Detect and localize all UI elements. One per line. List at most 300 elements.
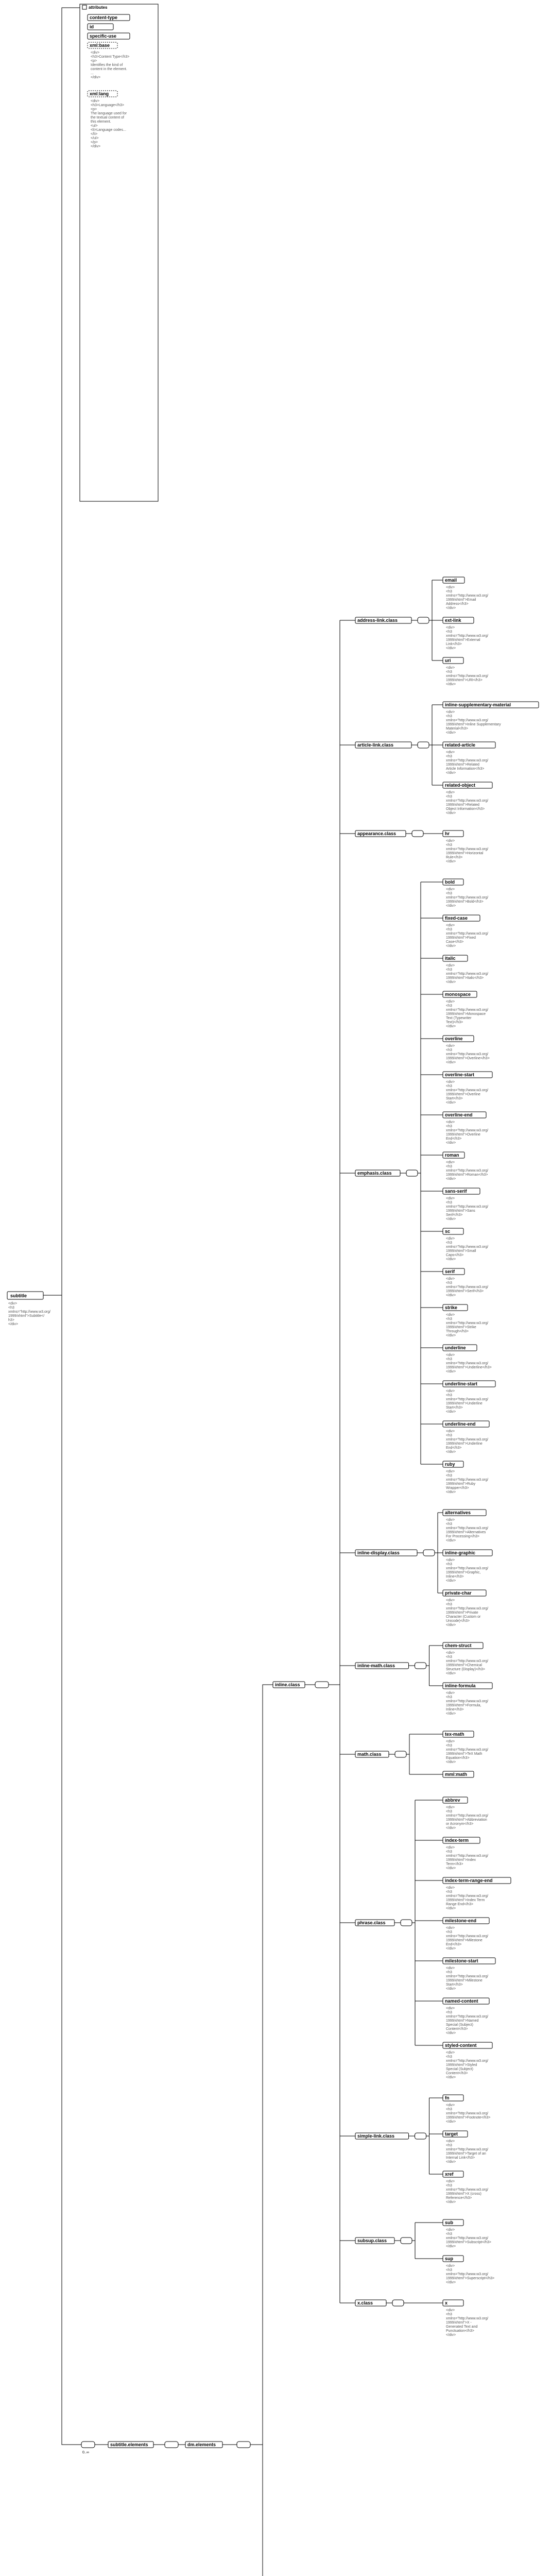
element-label: sc bbox=[445, 1229, 451, 1234]
attributes-title: attributes bbox=[89, 5, 108, 10]
doc-line: 1999/xhtml">Subtitle</ bbox=[8, 1314, 45, 1318]
element-ruby[interactable] bbox=[443, 1461, 488, 1494]
root-attr-connector bbox=[43, 8, 80, 1295]
element-label: xref bbox=[445, 2172, 454, 2177]
doc-line: Content</h3> bbox=[446, 2072, 468, 2075]
element-roman[interactable] bbox=[443, 1152, 488, 1181]
doc-line: </div> bbox=[446, 683, 456, 686]
doc-line: Term</h3> bbox=[446, 1862, 463, 1866]
doc-line: <div> bbox=[446, 1691, 455, 1695]
doc-line: Internal Link</h3> bbox=[446, 2156, 475, 2160]
element-fn[interactable] bbox=[443, 2095, 490, 2124]
doc-line: h3> bbox=[8, 1318, 14, 1322]
element-label: overline-end bbox=[445, 1112, 473, 1117]
doc-line: <div> bbox=[446, 2180, 455, 2183]
doc-line: 1999/xhtml">Subscript</h3> bbox=[446, 2241, 491, 2244]
root-node[interactable] bbox=[7, 1292, 50, 1326]
break-connector bbox=[263, 2445, 273, 2576]
doc-line: <h3 bbox=[446, 715, 452, 718]
doc-line: Start</h3> bbox=[446, 1983, 463, 1987]
doc-line: 1999/xhtml">Private bbox=[446, 1611, 478, 1615]
doc-line: </div> bbox=[446, 2245, 456, 2248]
element-label: index-term bbox=[445, 1838, 469, 1843]
doc-line: </div> bbox=[446, 1907, 456, 1910]
doc-line: <h3 bbox=[446, 2268, 452, 2272]
doc-line: <h3 bbox=[446, 1696, 452, 1699]
element-label: private-char bbox=[445, 1590, 472, 1596]
element-label: x bbox=[445, 2300, 448, 2306]
element-milestone-end[interactable] bbox=[443, 1918, 489, 1951]
element-named-content[interactable] bbox=[443, 1998, 489, 2035]
doc-line: </p> bbox=[91, 141, 98, 144]
element-italic[interactable] bbox=[443, 955, 488, 984]
doc-line: xmlns="http://www.w3.org/ bbox=[446, 1659, 489, 1663]
doc-line: xmlns="http://www.w3.org/ bbox=[446, 1285, 489, 1289]
doc-line: 1999/xhtml">Underline bbox=[446, 1442, 483, 1446]
doc-line: 1999/xhtml">Bold</h3> bbox=[446, 900, 484, 904]
doc-line: 1999/xhtml">Small bbox=[446, 1249, 476, 1253]
element-sc[interactable] bbox=[443, 1228, 488, 1261]
element-label: fn bbox=[445, 2095, 450, 2100]
element-label: related-article bbox=[445, 742, 476, 748]
doc-line: </div> bbox=[446, 1294, 456, 1297]
doc-line: <div> bbox=[446, 1430, 455, 1433]
class-label: simple-link.class bbox=[357, 2133, 395, 2139]
doc-line: <div> bbox=[446, 1558, 455, 1562]
doc-line: </div> bbox=[446, 1410, 456, 1414]
doc-line: Generated Text and bbox=[446, 2325, 478, 2329]
doc-line: <h3 bbox=[446, 2055, 452, 2059]
class-label: inline-display.class bbox=[357, 1550, 400, 1555]
doc-line: <div> bbox=[446, 1806, 455, 1809]
doc-line: xmlns="http://www.w3.org/ bbox=[446, 1362, 489, 1365]
element-chem-struct[interactable] bbox=[443, 1642, 488, 1675]
doc-line: </div> bbox=[446, 1061, 456, 1064]
doc-line: Wrapper</h3> bbox=[446, 1486, 469, 1490]
doc-line: xmlns="http://www.w3.org/ bbox=[446, 1975, 489, 1978]
element-sans-serif[interactable] bbox=[443, 1188, 488, 1221]
doc-line: 1999/xhtml">Inline Supplementary bbox=[446, 723, 501, 726]
class-label: math.class bbox=[357, 1752, 382, 1757]
element-underline-start[interactable] bbox=[443, 1381, 495, 1414]
element-private-char[interactable] bbox=[443, 1590, 488, 1627]
class-node[interactable] bbox=[355, 2238, 394, 2244]
doc-line: xmlns="http://www.w3.org/ bbox=[446, 634, 489, 638]
doc-line: </li> bbox=[91, 132, 98, 136]
doc-line: Inline</h3> bbox=[446, 1575, 464, 1579]
element-abbrev[interactable] bbox=[443, 1797, 488, 1830]
element-label: named-content bbox=[445, 1998, 478, 2004]
doc-line: xmlns="http://www.w3.org/ bbox=[446, 1607, 489, 1611]
doc-line: Content</h3> bbox=[446, 2027, 468, 2031]
element-monospace[interactable] bbox=[443, 991, 488, 1028]
element-sub[interactable] bbox=[443, 2219, 491, 2248]
doc-line: </div> bbox=[91, 145, 101, 148]
class-article-link-class bbox=[355, 702, 539, 815]
doc-line: 1999/xhtml">Index bbox=[446, 1858, 476, 1862]
element-inline-supplementary-material[interactable] bbox=[443, 702, 539, 735]
inline-spine bbox=[329, 620, 340, 2303]
class-emphasis-class bbox=[355, 879, 495, 1494]
doc-line: 1999/xhtml">X - bbox=[446, 2321, 472, 2325]
doc-line: <p> bbox=[91, 108, 97, 111]
doc-line: <div> bbox=[446, 2228, 455, 2232]
element-sup[interactable] bbox=[443, 2256, 494, 2284]
doc-line: Start</h3> bbox=[446, 1406, 463, 1410]
doc-line: Equation</h3> bbox=[446, 1756, 470, 1760]
doc-line: End</h3> bbox=[446, 1137, 462, 1141]
element-label: ruby bbox=[445, 1462, 455, 1467]
class-phrase-class bbox=[355, 1797, 511, 2079]
doc-line: 1999/xhtml">X (cross) bbox=[446, 2192, 481, 2196]
doc-line: <div> bbox=[446, 1967, 455, 1970]
doc-line: </div> bbox=[446, 1450, 456, 1454]
doc-line: xmlns="http://www.w3.org/ bbox=[446, 1527, 489, 1530]
attribute-label: specific-use bbox=[90, 33, 117, 39]
class-node[interactable] bbox=[355, 2300, 386, 2306]
attribute-label: id bbox=[90, 24, 94, 29]
element-inline-formula[interactable] bbox=[443, 1683, 492, 1716]
doc-line: 1999/xhtml">Email bbox=[446, 598, 476, 602]
doc-line: Inline</h3> bbox=[446, 1708, 464, 1711]
doc-line: 1999/xhtml">Milestone bbox=[446, 1979, 483, 1982]
doc-line: 1999/xhtml">Ruby bbox=[446, 1482, 476, 1486]
doc-line: 1999/xhtml">Abbreviation bbox=[446, 1818, 487, 1822]
class-node[interactable] bbox=[355, 1663, 409, 1669]
element-label: email bbox=[445, 578, 457, 583]
doc-line: </div> bbox=[446, 2160, 456, 2164]
doc-line: <div> bbox=[446, 1599, 455, 1602]
element-bold[interactable] bbox=[443, 879, 488, 908]
element-index-term-range-end[interactable] bbox=[443, 1877, 511, 1910]
element-hr[interactable] bbox=[443, 831, 488, 863]
doc-line: <li>Language codes... bbox=[91, 128, 126, 132]
doc-line: <h3 bbox=[446, 795, 452, 799]
element-xref[interactable] bbox=[443, 2171, 488, 2204]
doc-line: <div> bbox=[446, 888, 455, 891]
element-related-object[interactable] bbox=[443, 782, 492, 815]
doc-line: <div> bbox=[446, 1886, 455, 1890]
doc-line: </div> bbox=[446, 1177, 456, 1181]
doc-line: xmlns="http://www.w3.org/ bbox=[446, 1169, 489, 1173]
class-node[interactable] bbox=[355, 617, 411, 623]
doc-line: 1999/xhtml">Chemical bbox=[446, 1664, 482, 1667]
inline-seq-compositor bbox=[315, 1682, 329, 1688]
doc-line: </div> bbox=[446, 1867, 456, 1870]
inline-connector bbox=[250, 1685, 273, 2445]
doc-line: 1999/xhtml">External bbox=[446, 638, 480, 642]
doc-line: </div> bbox=[446, 811, 456, 815]
root-doc bbox=[8, 1302, 50, 1326]
doc-line: <div> bbox=[446, 924, 455, 927]
element-label: inline-formula bbox=[445, 1683, 476, 1688]
class-label: article-link.class bbox=[357, 742, 394, 748]
doc-line: <div> bbox=[446, 1237, 455, 1241]
doc-line: </div> bbox=[446, 1579, 456, 1583]
doc-line: <h3 bbox=[446, 1394, 452, 1397]
element-label: underline-start bbox=[445, 1381, 478, 1386]
element-underline[interactable] bbox=[443, 1345, 492, 1374]
doc-line: </div> bbox=[446, 1623, 456, 1627]
doc-line: <div> bbox=[446, 1389, 455, 1393]
doc-line: xmlns="http://www.w3.org/ bbox=[446, 1089, 489, 1092]
element-inline-graphic[interactable] bbox=[443, 1550, 492, 1583]
choice-group bbox=[81, 1682, 329, 2576]
element-related-article[interactable] bbox=[443, 742, 495, 775]
doc-line: xmlns="http://www.w3.org/ bbox=[446, 1321, 489, 1325]
dm-elements-label: dm.elements bbox=[187, 2442, 216, 2447]
element-target[interactable] bbox=[443, 2131, 488, 2164]
element-styled-content[interactable] bbox=[443, 2042, 492, 2079]
element-underline-end[interactable] bbox=[443, 1421, 489, 1454]
doc-line: xmlns="http://www.w3.org/ bbox=[446, 1567, 489, 1570]
doc-line: xmlns="http://www.w3.org/ bbox=[446, 1935, 489, 1938]
doc-line: <div> bbox=[446, 666, 455, 670]
doc-line: 1999/xhtml">Italic</h3> bbox=[446, 976, 484, 980]
element-overline[interactable] bbox=[443, 1036, 490, 1064]
doc-line: Structure (Display)</h3> bbox=[446, 1668, 485, 1671]
seq-compositor-2 bbox=[237, 2442, 250, 2448]
class-label: appearance.class bbox=[357, 831, 397, 836]
doc-line: <div> bbox=[446, 1313, 455, 1317]
element-serif[interactable] bbox=[443, 1268, 488, 1297]
element-label: target bbox=[445, 2131, 458, 2137]
doc-line: </div> bbox=[446, 1101, 456, 1105]
choice-compositor bbox=[81, 2442, 95, 2448]
doc-line: xmlns="http://www.w3.org/ bbox=[446, 972, 489, 976]
element-mml-math[interactable] bbox=[443, 1771, 474, 1777]
doc-line: Unicode)</h3> bbox=[446, 1619, 470, 1623]
element-label: abbrev bbox=[445, 1798, 460, 1803]
element-milestone-start[interactable] bbox=[443, 1958, 495, 1991]
doc-line: Punctuation</h3> bbox=[446, 2329, 474, 2333]
element-uri[interactable] bbox=[443, 657, 488, 686]
doc-line: <h3 bbox=[446, 1563, 452, 1566]
element-strike[interactable] bbox=[443, 1304, 488, 1337]
doc-line: xmlns="http://www.w3.org/ bbox=[446, 2317, 489, 2320]
class-label: phrase.class bbox=[357, 1920, 386, 1925]
doc-line: <div> bbox=[446, 2051, 455, 2055]
doc-line: <h3 bbox=[446, 1125, 452, 1128]
element-label: underline-end bbox=[445, 1421, 476, 1427]
class-node[interactable] bbox=[355, 742, 411, 748]
doc-line: 1999/xhtml">Related bbox=[446, 763, 479, 767]
subtitle-elements-label: subtitle.elements bbox=[110, 2442, 148, 2447]
doc-line: <div> bbox=[446, 1080, 455, 1084]
doc-line: 1999/xhtml">Serif</h3> bbox=[446, 1290, 484, 1293]
doc-line: Start</h3> bbox=[446, 1097, 463, 1100]
class-x-class bbox=[355, 2300, 488, 2337]
doc-line: xmlns="http://www.w3.org/ bbox=[446, 1894, 489, 1898]
doc-line: <div> bbox=[446, 626, 455, 630]
classes-layer bbox=[329, 577, 539, 2337]
doc-line: </div> bbox=[446, 647, 456, 650]
root-choice-connector bbox=[62, 1295, 81, 2445]
doc-line: <h3 bbox=[446, 1655, 452, 1659]
doc-line: xmlns="http://www.w3.org/ bbox=[446, 2236, 489, 2240]
doc-line: </div> bbox=[446, 1672, 456, 1675]
doc-line: xmlns="http://www.w3.org/ bbox=[446, 2015, 489, 2019]
doc-line: </div> bbox=[446, 944, 456, 948]
doc-line: </div> bbox=[91, 76, 101, 79]
element-label: overline bbox=[445, 1036, 463, 1041]
class-address-link-class bbox=[355, 577, 488, 686]
doc-line: xmlns="http://www.w3.org/ bbox=[8, 1310, 51, 1314]
element-overline-end[interactable] bbox=[443, 1112, 488, 1145]
element-label: inline-graphic bbox=[445, 1550, 476, 1555]
doc-line: Article Information</h3> bbox=[446, 767, 485, 771]
doc-line: <h3 bbox=[446, 1201, 452, 1205]
doc-line: 1999/xhtml">Monospace bbox=[446, 1012, 486, 1016]
doc-line: 1999/xhtml">Overline bbox=[446, 1093, 480, 1096]
doc-line: </div> bbox=[446, 771, 456, 775]
class-choice-compositor bbox=[412, 831, 423, 837]
doc-line: 1999/xhtml">Fixed bbox=[446, 936, 476, 940]
element-label: serif bbox=[445, 1269, 455, 1274]
doc-line: Character (Custom or bbox=[446, 1615, 481, 1619]
doc-line: <h3 bbox=[446, 1930, 452, 1934]
doc-line: xmlns="http://www.w3.org/ bbox=[446, 594, 489, 598]
doc-line: 1999/xhtml">TeX Math bbox=[446, 1752, 483, 1756]
doc-line: or Acronym</h3> bbox=[446, 1822, 474, 1826]
class-choice-compositor bbox=[418, 742, 429, 748]
doc-line: <div> bbox=[446, 1000, 455, 1004]
doc-line: 1999/xhtml">Underline bbox=[446, 1402, 483, 1405]
element-label: index-term-range-end bbox=[445, 1878, 493, 1883]
doc-line: <h3 bbox=[446, 1522, 452, 1526]
class-node[interactable] bbox=[355, 831, 406, 837]
class-node[interactable] bbox=[355, 1920, 394, 1926]
doc-line: <h3 bbox=[446, 670, 452, 674]
doc-line: xmlns="http://www.w3.org/ bbox=[446, 2112, 489, 2115]
class-node[interactable] bbox=[355, 2133, 409, 2139]
class-label: emphasis.class bbox=[357, 1171, 392, 1176]
class-choice-compositor bbox=[418, 617, 429, 623]
element-email[interactable] bbox=[443, 577, 488, 610]
element-label: milestone-start bbox=[445, 1958, 478, 1963]
class-node[interactable] bbox=[355, 1550, 417, 1556]
element-alternatives[interactable] bbox=[443, 1510, 488, 1543]
doc-line: <div> bbox=[446, 2309, 455, 2312]
doc-line: <div> bbox=[446, 1846, 455, 1850]
doc-line: <div> bbox=[446, 1197, 455, 1200]
doc-line: 1999/xhtml">Underline</h3> bbox=[446, 1366, 492, 1369]
doc-line: <div> bbox=[91, 51, 100, 55]
doc-line: </div> bbox=[446, 2281, 456, 2284]
doc-line: <h3>Language</h3> bbox=[91, 104, 125, 107]
doc-line: xmlns="http://www.w3.org/ bbox=[446, 2059, 489, 2063]
doc-line: xmlns="http://www.w3.org/ bbox=[446, 674, 489, 678]
doc-line: Object Information</h3> bbox=[446, 807, 485, 811]
element-label: styled-content bbox=[445, 2043, 477, 2048]
root-label: subtitle bbox=[10, 1293, 27, 1298]
doc-line: <h3 bbox=[446, 2108, 452, 2111]
doc-line: 1999/xhtml">Sans bbox=[446, 1209, 475, 1213]
element-label: roman bbox=[445, 1153, 459, 1158]
element-label: chem-struct bbox=[445, 1643, 472, 1648]
element-x[interactable] bbox=[443, 2300, 488, 2337]
doc-line: <div> bbox=[446, 751, 455, 754]
doc-line: xmlns="http://www.w3.org/ bbox=[446, 896, 489, 900]
choice-occurrence: 0..∞ bbox=[82, 2451, 89, 2454]
doc-line: <h3 bbox=[446, 2313, 452, 2316]
doc-line: Text)</h3> bbox=[446, 1021, 463, 1024]
doc-line: 1999/xhtml">Named bbox=[446, 2019, 479, 2023]
doc-line: End</h3> bbox=[446, 1943, 462, 1946]
doc-line: xmlns="http://www.w3.org/ bbox=[446, 2273, 489, 2276]
doc-line: <h3 bbox=[446, 1850, 452, 1854]
element-label: inline-supplementary-material bbox=[445, 702, 511, 707]
inline-label: inline.class bbox=[275, 1682, 300, 1687]
doc-line: <div> bbox=[446, 1470, 455, 1473]
doc-line: <h3 bbox=[446, 1890, 452, 1894]
attribute-specific-use[interactable] bbox=[88, 33, 130, 39]
class-node[interactable] bbox=[355, 1170, 400, 1176]
element-index-term[interactable] bbox=[443, 1837, 488, 1870]
doc-line: 1999/xhtml">Alternatives bbox=[446, 1531, 486, 1534]
element-fixed-case[interactable] bbox=[443, 915, 488, 948]
class-label: x.class bbox=[357, 2300, 373, 2306]
class-node[interactable] bbox=[355, 1751, 389, 1757]
doc-line: 1999/xhtml">Milestone bbox=[446, 1939, 483, 1942]
element-label: bold bbox=[445, 879, 455, 885]
doc-line: <div> bbox=[446, 1277, 455, 1281]
doc-line: xmlns="http://www.w3.org/ bbox=[446, 848, 489, 851]
attribute-id[interactable] bbox=[88, 24, 113, 30]
doc-line: this element. bbox=[91, 120, 111, 124]
doc-line: <h3 bbox=[446, 1603, 452, 1606]
attributes-icon bbox=[82, 5, 87, 9]
class-appearance-class bbox=[355, 831, 488, 863]
attribute-label: xml:lang bbox=[90, 91, 109, 96]
doc-line: xmlns="http://www.w3.org/ bbox=[446, 932, 489, 936]
class-choice-compositor bbox=[423, 1550, 435, 1556]
doc-line: <h3 bbox=[446, 1048, 452, 1052]
doc-line: <h3>Content Type</h3> bbox=[91, 55, 130, 59]
element-label: ext-link bbox=[445, 618, 461, 623]
doc-line: The language used for bbox=[91, 112, 127, 115]
doc-line: <h3 bbox=[446, 630, 452, 634]
class-choice-compositor bbox=[415, 2133, 426, 2139]
class-label: inline-math.class bbox=[357, 1663, 395, 1668]
doc-line: Text (Typewriter bbox=[446, 1016, 472, 1020]
doc-line: 1999/xhtml">Overline bbox=[446, 1133, 480, 1137]
element-overline-start[interactable] bbox=[443, 1072, 492, 1105]
doc-line: <div> bbox=[446, 1651, 455, 1655]
doc-line: Range End</h3> bbox=[446, 1903, 473, 1906]
doc-line: xmlns="http://www.w3.org/ bbox=[446, 1245, 489, 1249]
doc-line: </div> bbox=[446, 731, 456, 735]
doc-line: </div> bbox=[446, 2200, 456, 2204]
doc-line: Case</h3> bbox=[446, 940, 464, 944]
element-ext-link[interactable] bbox=[443, 617, 488, 650]
doc-line: 1999/xhtml">Graphic, bbox=[446, 1571, 481, 1574]
attribute-label: content-type bbox=[90, 15, 117, 20]
doc-line: <div> bbox=[446, 1740, 455, 1743]
doc-line: </div> bbox=[446, 2333, 456, 2337]
doc-line: xmlns="http://www.w3.org/ bbox=[446, 1814, 489, 1818]
attribute-content-type[interactable] bbox=[88, 14, 130, 21]
element-tex-math[interactable] bbox=[443, 1731, 488, 1764]
doc-line: <h3 bbox=[446, 590, 452, 594]
class-inline-math-class bbox=[355, 1642, 492, 1716]
class-label: subsup.class bbox=[357, 2238, 387, 2243]
doc-line: <div> bbox=[446, 2104, 455, 2107]
doc-line: </div> bbox=[446, 1334, 456, 1337]
doc-line: </div> bbox=[446, 1258, 456, 1261]
doc-line: </div> bbox=[446, 1760, 456, 1764]
doc-line: <h3 bbox=[446, 1317, 452, 1321]
